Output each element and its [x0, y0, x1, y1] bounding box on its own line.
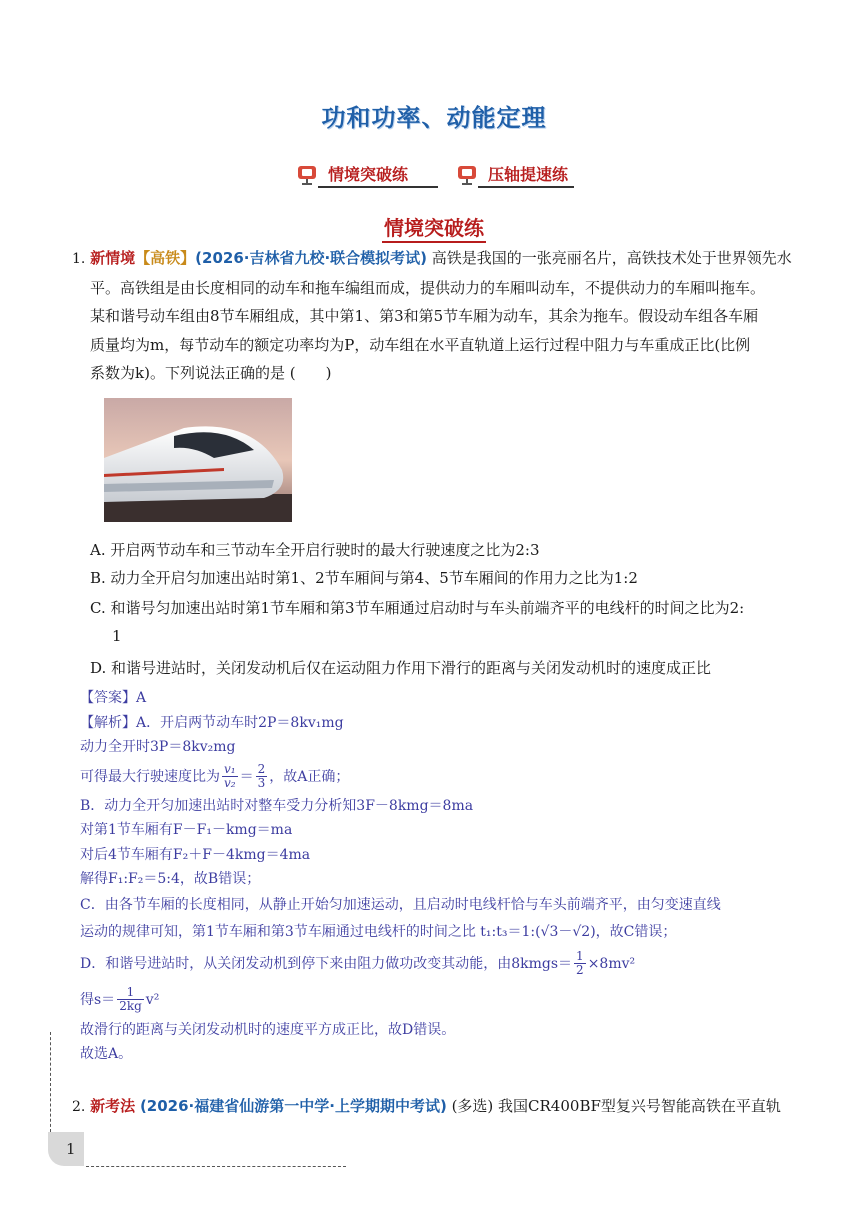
answer-block: [80, 686, 820, 1067]
answer-label: 【答案】A: [80, 690, 147, 706]
question-number: 1.: [72, 251, 86, 267]
signpost-icon: [296, 164, 318, 186]
nav-link-speed[interactable]: [456, 162, 574, 188]
solution-line: 对后4节车厢有F₂＋F－4kmg＝4ma: [80, 846, 311, 863]
solution-line: C．由各节车厢的长度相同，从静止开始匀加速运动，且启动时电线杆恰与车头前端齐平，由匀变速直线: [80, 896, 721, 913]
solution-line: 故滑行的距离与关闭发动机时的速度平方成正比，故D错误。: [80, 1021, 456, 1038]
option-b[interactable]: B. 动力全开启匀加速出站时第1、2节车厢间与第4、5节车厢间的作用力之比为1:2: [90, 569, 638, 587]
section-heading: 情境突破练: [0, 212, 868, 241]
question-2: [72, 1092, 832, 1121]
fraction: $\frac{1}{2kg}$: [119, 985, 142, 1013]
question-number: 2.: [72, 1099, 86, 1115]
tag-new-method: 新考法: [90, 1097, 136, 1115]
question-text: (多选) 我国CR400BF型复兴号智能高铁在平直轨: [446, 1097, 781, 1115]
question-text: 高铁是我国的一张亮丽名片，高铁技术处于世界领先水: [427, 249, 792, 267]
section-nav: [296, 160, 592, 190]
option-a[interactable]: A. 开启两节动车和三节动车全开启行驶时的最大行驶速度之比为2:3: [90, 541, 540, 559]
question-1-line: 某和谐号动车组由8节车厢组成，其中第1、第3和第5节车厢为动车，其余为拖车。假设动车组各车厢: [90, 307, 759, 325]
tag-new-scenario: 新情境: [90, 249, 136, 267]
fraction: $\frac{\text{v₁}}{\text{v₂}}$: [224, 762, 236, 790]
solution-line: 【解析】A．开启两节动车时2P＝8kv₁mg: [80, 714, 344, 731]
nav-link-speed-label: 压轴提速练: [478, 162, 574, 188]
page-number: 1: [66, 1140, 76, 1158]
solution-line: 解得F₁:F₂＝5:4，故B错误；: [80, 871, 261, 887]
signpost-icon: [456, 164, 478, 186]
question-source: (2026·吉林省九校·联合模拟考试): [195, 249, 428, 267]
fraction: $\frac{1}{2}$: [576, 949, 584, 977]
question-1-line: 质量均为m，每节动车的额定功率均为P，动车组在水平直轨道上运行过程中阻力与车重成正比(比例: [90, 335, 751, 354]
solution-line: 得s＝ $\frac{1}{2kg}$ v²: [80, 985, 160, 1013]
nav-link-scenario[interactable]: [296, 162, 438, 188]
footer-divider: [86, 1166, 346, 1167]
solution-line: 故选A。: [80, 1046, 133, 1062]
question-1-line: 系数为k)。下列说法正确的是 ( ): [90, 364, 332, 382]
question-1-line: [72, 244, 812, 274]
question-source: (2026·福建省仙游第一中学·上学期期中考试): [139, 1097, 447, 1115]
solution-line: 对第1节车厢有F－F₁－kmg＝ma: [80, 822, 293, 838]
option-c[interactable]: C. 和谐号匀加速出站时第1节车厢和第3节车厢通过启动时与车头前端齐平的电线杆的时间之比为2: 1: [90, 599, 745, 645]
margin-divider: [50, 1032, 51, 1132]
question-1: [72, 244, 812, 388]
solution-line: D．和谐号进站时，从关闭发动机到停下来由阻力做功改变其动能，由8kmgs＝ $\frac{1}{2}$ ×8mv²: [80, 949, 636, 977]
solution-line: 可得最大行驶速度比为 $\frac{\text{v₁}}{\text{v₂}}$ ＝ $\frac{2}{3}$ ，故A正确；: [80, 762, 350, 790]
solution-line: 运动的规律可知，第1节车厢和第3节车厢通过电线杆的时间之比 t₁:t₃＝1:(√3－√2)，故C错误；: [80, 923, 677, 940]
high-speed-train-photo: [104, 398, 292, 522]
solution-line: B．动力全开匀加速出站时对整车受力分析知3F－8kmg＝8ma: [80, 797, 474, 814]
nav-link-scenario-label: 情境突破练: [318, 162, 438, 188]
solution-line: 动力全开时3P＝8kv₂mg: [80, 739, 236, 755]
tag-topic: 【高铁】: [135, 249, 196, 267]
question-1-line: 平。高铁组是由长度相同的动车和拖车编组而成，提供动力的车厢叫动车，不提供动力的车厢叫拖车。: [90, 278, 766, 297]
document-title: 功和功率、动能定理: [321, 104, 547, 132]
option-d[interactable]: D. 和谐号进站时，关闭发动机后仅在运动阻力作用下滑行的距离与关闭发动机时的速度成正比: [90, 659, 712, 677]
fraction: $\frac{2}{3}$: [257, 762, 266, 790]
